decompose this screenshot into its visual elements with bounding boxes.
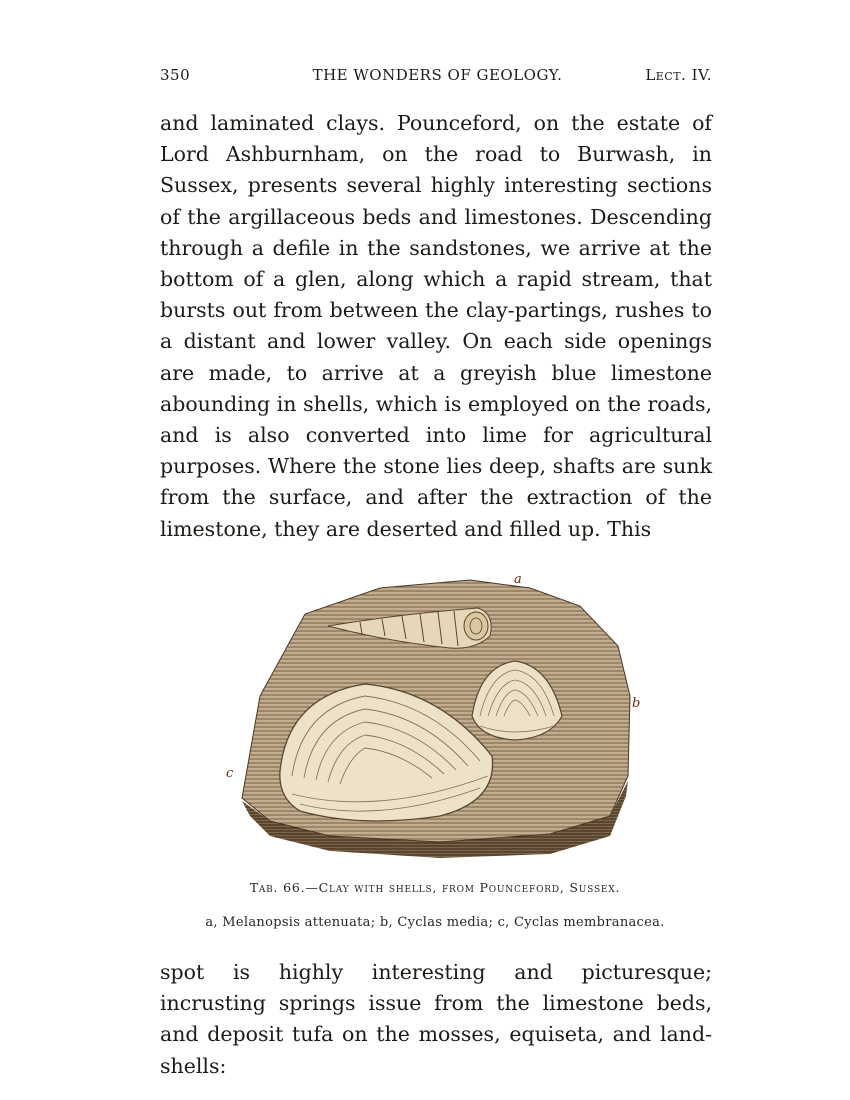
lecture-label: Lect. IV. <box>645 66 712 84</box>
paragraph-bottom: spot is highly interesting and picturesque; incrusting springs issue from the limestone beds, and deposit tufa on the mosses, equiseta, and land-shells: <box>160 960 712 1078</box>
figure-label-b: b <box>632 696 641 711</box>
figure-label-a: a <box>514 572 522 587</box>
clay-with-shells-engraving <box>210 566 650 866</box>
running-header <box>160 66 712 90</box>
figure-caption-title: Tab. 66.—Clay with shells, from Pounceford, Sussex. <box>249 880 621 895</box>
page-number: 350 <box>160 66 191 84</box>
running-title: THE WONDERS OF GEOLOGY. <box>312 66 563 84</box>
figure-label-c: c <box>226 766 234 781</box>
figure-caption-legend: a, Melanopsis attenuata; b, Cyclas media; c, Cyclas membranacea. <box>205 915 665 930</box>
fossil-illustration <box>210 566 650 866</box>
paragraph-top: and laminated clays. Pounceford, on the estate of Lord Ashburnham, on the road to Burwash, in Sussex, presents several highly interesting sections of the argillaceous beds and limestones. Descending through a defile in the sandstones, we arrive at the bottom of a glen, along which a rapid stream, that bursts out from between the clay-partings, rushes to a distant and lower valley. On each side openings are made, to arrive at a greyish blue limestone abounding in shells, which is employed on the roads, and is also converted into lime for agricultural purposes. Where the stone lies deep, shafts are sunk from the surface, and after the extraction of the limestone, they are deserted and filled up. This <box>160 111 712 541</box>
